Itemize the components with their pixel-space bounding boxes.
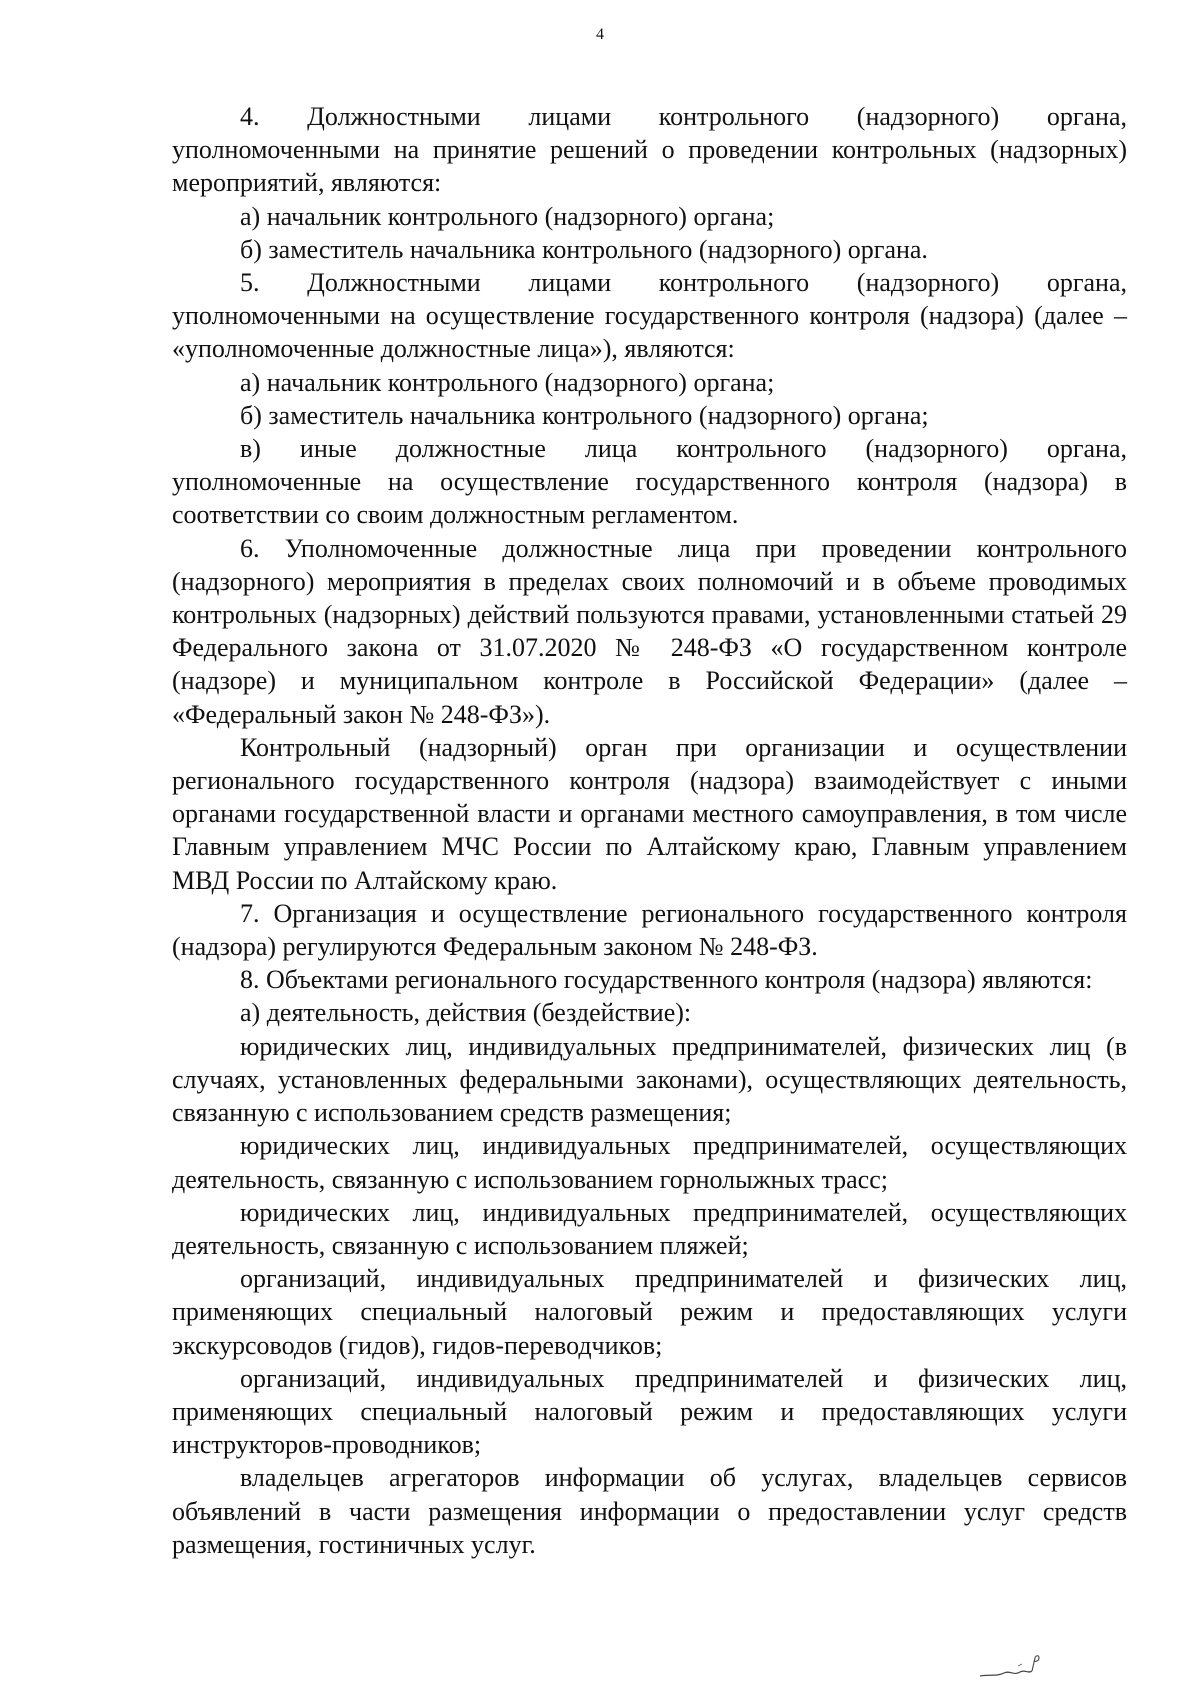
- paragraph-5: 5. Должностными лицами контрольного (надзорного) органа, уполномоченными на осуществление государственного контроля (надзора) (далее – «уполномоченные должностные лица»), являются:: [172, 268, 1127, 364]
- list-item-5a: а) начальник контрольного (надзорного) органа;: [240, 367, 775, 397]
- page-number: 4: [596, 26, 604, 43]
- list-item-8a: а) деятельность, действия (бездействие):: [240, 998, 692, 1028]
- paragraph-8: 8. Объектами регионального государственного контроля (надзора) являются:: [240, 965, 1093, 995]
- list-item-8a-3: юридических лиц, индивидуальных предпринимателей, осуществляющих деятельность, связанную с использованием пляжей;: [172, 1197, 1127, 1260]
- paragraph-6-cont: Контрольный (надзорный) орган при организации и осуществлении регионального государственного контроля (надзора) взаимодействует с иными органами государственной власти и органами местного самоуправления, в том числе Главным управлением МЧС России по Алтайскому краю, Главным управлением МВД России по Алтайскому краю.: [172, 732, 1127, 895]
- signature-icon: [978, 1652, 1044, 1682]
- paragraph-7: 7. Организация и осуществление регионального государственного контроля (надзора) регулируются Федеральным законом № 248-ФЗ.: [172, 898, 1127, 962]
- list-item-5v: в) иные должностные лица контрольного (надзорного) органа, уполномоченные на осуществление государственного контроля (надзора) в соответствии со своим должностным регламентом.: [172, 434, 1127, 530]
- list-item-8a-4: организаций, индивидуальных предпринимателей и физических лиц, применяющих специальный налоговый режим и предоставляющих услуги экскурсоводов (гидов), гидов-переводчиков;: [172, 1264, 1127, 1360]
- list-item-4b: б) заместитель начальника контрольного (надзорного) органа.: [240, 234, 928, 264]
- document-body: [172, 100, 1127, 1561]
- paragraph-6: 6. Уполномоченные должностные лица при проведении контрольного (надзорного) мероприятия в пределах своих полномочий и в объеме проводимых контрольных (надзорных) действий пользуются правами, установленными статьей 29 Федерального закона от 31.07.2020 № 248-ФЗ «О государственном контроле (надзоре) и муниципальном контроле в Российской Федерации» (далее – «Федеральный закон № 248-ФЗ»).: [172, 533, 1127, 729]
- list-item-5b: б) заместитель начальника контрольного (надзорного) органа;: [240, 400, 929, 430]
- list-item-8a-2: юридических лиц, индивидуальных предпринимателей, осуществляющих деятельность, связанную с использованием горнолыжных трасс;: [172, 1131, 1127, 1194]
- list-item-8a-5: организаций, индивидуальных предпринимателей и физических лиц, применяющих специальный налоговый режим и предоставляющих услуги инструкторов-проводников;: [172, 1363, 1127, 1460]
- list-item-4a: а) начальник контрольного (надзорного) органа;: [240, 201, 775, 231]
- list-item-8a-1: юридических лиц, индивидуальных предпринимателей, физических лиц (в случаях, установленных федеральными законами), осуществляющих деятельность, связанную с использованием средств размещения;: [172, 1031, 1127, 1128]
- paragraph-4: 4. Должностными лицами контрольного (надзорного) органа, уполномоченными на принятие решений о проведении контрольных (надзорных) мероприятий, являются:: [172, 102, 1127, 198]
- list-item-8a-6: владельцев агрегаторов информации об услугах, владельцев сервисов объявлений в части размещения информации о предоставлении услуг средств размещения, гостиничных услуг.: [172, 1463, 1127, 1559]
